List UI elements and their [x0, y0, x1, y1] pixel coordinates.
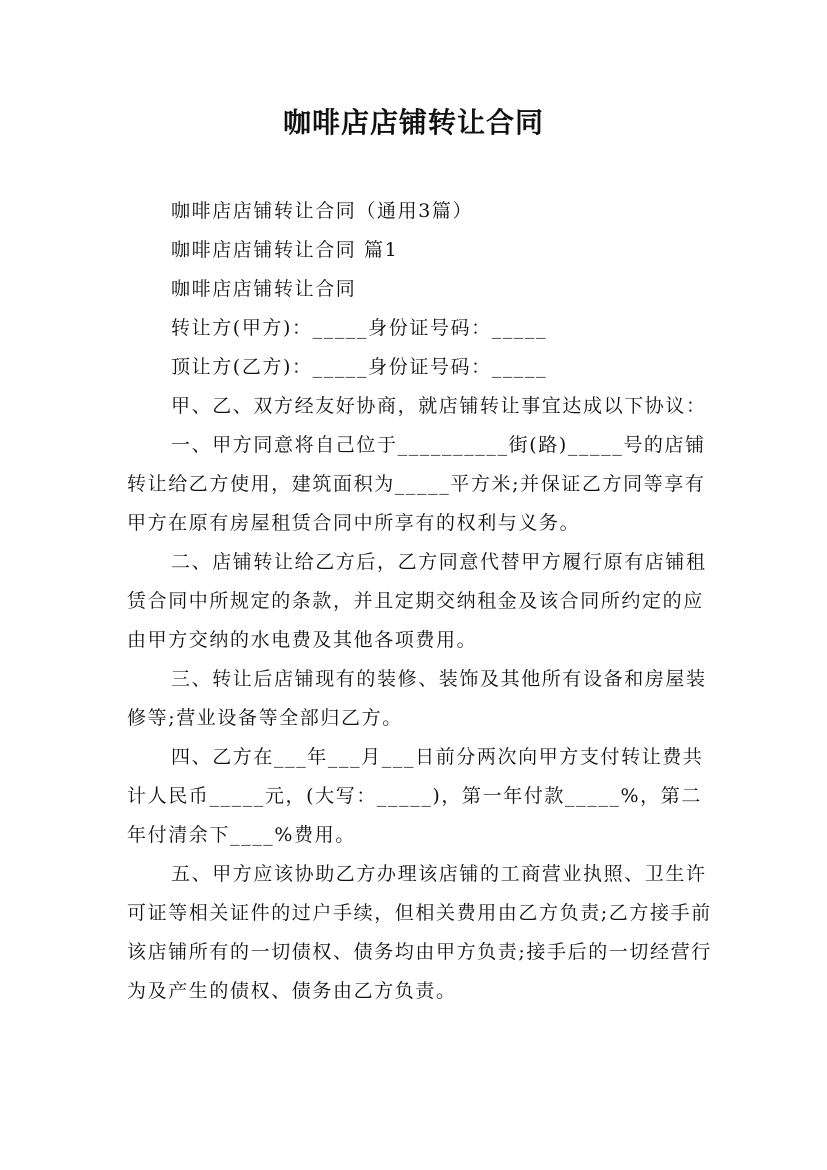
paragraph-clause-2: 二、店铺转让给乙方后，乙方同意代替甲方履行原有店铺租赁合同中所规定的条款，并且定期交纳租金及该合同所约定的应由甲方交纳的水电费及其他各项费用。: [127, 551, 707, 651]
paragraph-clause-4: 四、乙方在___年___月___日前分两次向甲方支付转让费共计人民币_____元，(大写：_____)，第一年付款_____%，第二年付清余下____%费用。: [127, 746, 704, 846]
document-title: 咖啡店店铺转让合同: [282, 106, 544, 139]
paragraph-preamble: 甲、乙、双方经友好协商，就店铺转让事宜达成以下协议：: [171, 395, 707, 417]
paragraph-party-b: 顶让方(乙方)：_____身份证号码：_____: [171, 356, 548, 378]
document-body: [127, 192, 717, 1011]
paragraph-party-a: 转让方(甲方)：_____身份证号码：_____: [171, 317, 548, 339]
paragraph-clause-1: 一、甲方同意将自己位于__________街(路)_____号的店铺转让给乙方使用，建筑面积为_____平方米;并保证乙方同等享有甲方在原有房屋租赁合同中所享有的权利与义务。: [127, 434, 706, 534]
paragraph-contract-name: 咖啡店店铺转让合同: [171, 278, 357, 300]
paragraph-clause-5: 五、甲方应该协助乙方办理该店铺的工商营业执照、卫生许可证等相关证件的过户手续，但相关费用由乙方负责;乙方接手前该店铺所有的一切债权、债务均由甲方负责;接手后的一切经营行为及产生的债权、债务由乙方负责。: [127, 863, 712, 1002]
paragraph-section-heading: 咖啡店店铺转让合同 篇1: [171, 239, 399, 261]
paragraph-subtitle: 咖啡店店铺转让合同（通用3篇）: [171, 200, 474, 222]
paragraph-clause-3: 三、转让后店铺现有的装修、装饰及其他所有设备和房屋装修等;营业设备等全部归乙方。: [127, 668, 707, 729]
